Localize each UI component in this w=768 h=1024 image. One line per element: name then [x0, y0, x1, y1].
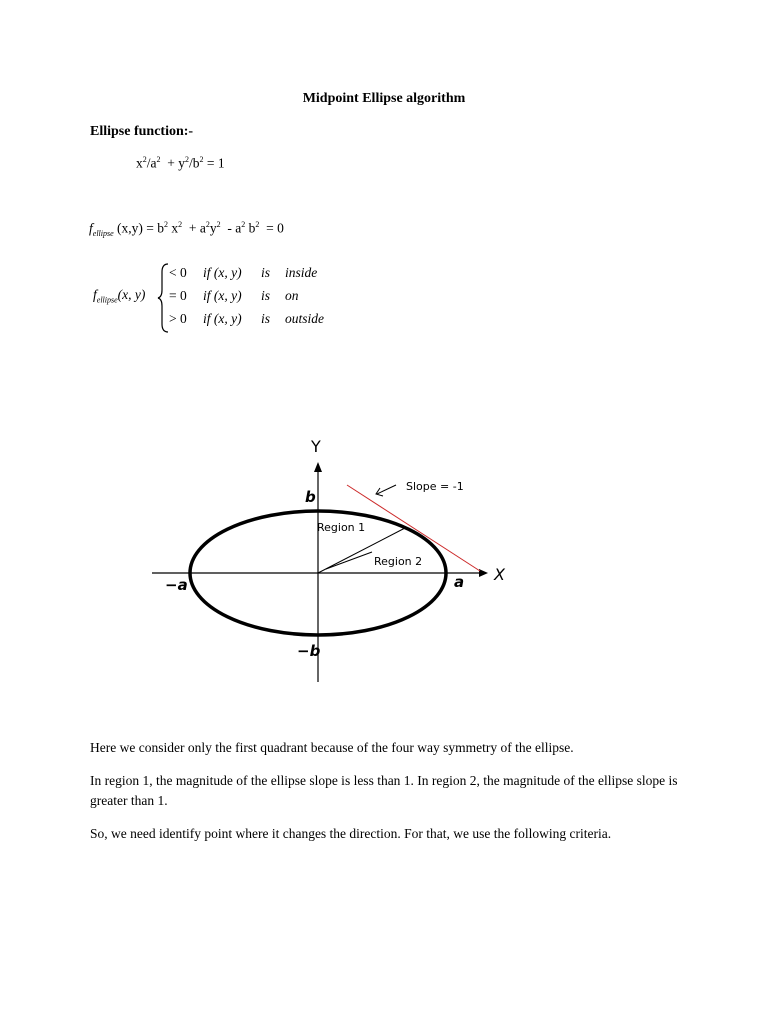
b-label: b	[305, 488, 316, 506]
eq1-equals: = 1	[206, 155, 225, 171]
ellipse-function-equation	[89, 220, 284, 238]
region2-line	[326, 552, 372, 569]
piecewise-is: is	[261, 288, 271, 303]
piecewise-is: is	[261, 265, 271, 280]
piecewise-cond: if (x, y)	[203, 265, 242, 280]
y-axis-label: Y	[311, 437, 321, 456]
ellipse-equation	[136, 155, 225, 172]
piecewise-cmp: = 0	[169, 288, 187, 303]
paragraph: So, we need identify point where it changes the direction. For that, we use the following criteria.	[90, 826, 612, 841]
slope-pointer	[377, 485, 396, 494]
eq2-sub: ellipse	[92, 229, 114, 239]
eq2-exp-1: 2	[164, 220, 169, 229]
eq2-exp-2: 2	[178, 220, 183, 229]
eq2-x: x	[171, 220, 179, 236]
section-heading: Ellipse function:-	[90, 124, 194, 139]
a-label: a	[454, 573, 465, 591]
eq1-x: x	[136, 155, 143, 171]
piecewise-args: (x, y)	[117, 287, 146, 302]
piecewise-is: is	[261, 311, 271, 326]
x-axis-arrow	[479, 569, 488, 577]
piecewise-cmp: < 0	[169, 265, 187, 280]
piecewise-row	[169, 288, 299, 304]
eq2-exp-4: 2	[216, 220, 221, 229]
region1-label: Region 1	[317, 521, 366, 534]
eq2-exp-3: 2	[205, 220, 210, 229]
slope-label: Slope = -1	[406, 480, 464, 493]
piecewise-lhs	[93, 287, 145, 305]
piecewise-sub: ellipse	[96, 295, 118, 305]
neg-a-label: −a	[165, 576, 188, 594]
neg-b-label: −b	[297, 642, 321, 660]
eq2-eq0: = 0	[266, 220, 284, 236]
piecewise-f: f	[93, 287, 97, 302]
piecewise-where: outside	[285, 311, 324, 326]
eq2-f: f	[89, 220, 93, 236]
paragraph: Here we consider only the first quadrant because of the four way symmetry of the ellipse.	[90, 740, 574, 755]
eq1-exp-4: 2	[199, 155, 204, 164]
piecewise-cond: if (x, y)	[203, 311, 242, 326]
piecewise-row	[169, 265, 317, 281]
eq2-minus-a: - a	[227, 220, 242, 236]
paragraph: In region 1, the magnitude of the ellipse slope is less than 1. In region 2, the magnitude of the ellipse slope is greater than 1.	[90, 773, 678, 808]
piecewise-where: on	[285, 288, 299, 303]
piecewise-row	[169, 311, 324, 327]
eq1-over-b: /b	[189, 155, 200, 171]
curly-brace	[157, 262, 169, 334]
y-axis-arrow	[314, 462, 322, 472]
eq1-exp-1: 2	[142, 155, 147, 164]
piecewise-definition	[93, 262, 353, 334]
x-axis-label: X	[494, 565, 505, 584]
eq2-y: y	[209, 220, 217, 236]
eq2-rest: (x,y) = b	[117, 220, 165, 236]
ellipse-diagram	[140, 430, 520, 690]
piecewise-where: inside	[285, 265, 318, 280]
eq2-exp-6: 2	[255, 220, 260, 229]
piecewise-cond: if (x, y)	[203, 288, 242, 303]
eq1-plus-y: + y	[167, 155, 185, 171]
region2-label: Region 2	[374, 555, 423, 568]
eq1-over-a: /a	[146, 155, 157, 171]
eq1-exp-3: 2	[185, 155, 189, 164]
eq1-exp-2: 2	[156, 155, 161, 164]
eq2-a: + a	[188, 220, 206, 236]
piecewise-cmp: > 0	[169, 311, 187, 326]
eq2-b: b	[248, 220, 256, 236]
eq2-exp-5: 2	[241, 220, 246, 229]
page-title: Midpoint Ellipse algorithm	[302, 91, 466, 106]
